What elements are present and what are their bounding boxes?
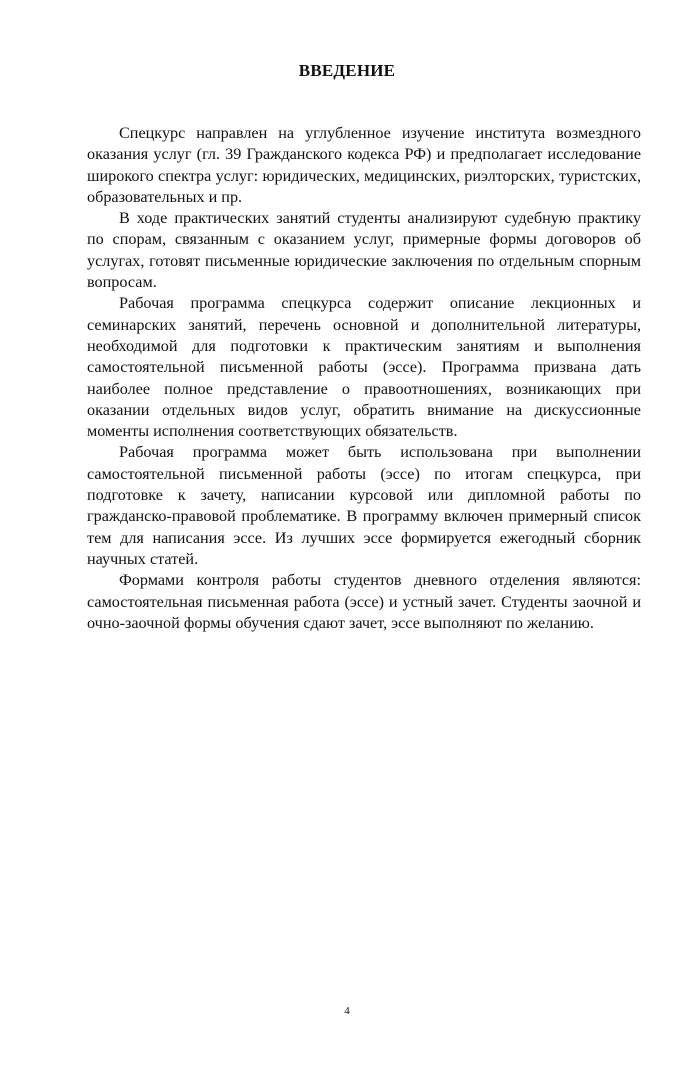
paragraph: Рабочая программа спецкурса содержит описание лекционных и семинарских занятий, перечень основной и дополнительной литературы, необходимой для подготовки к практическим занятиям и выполнения самостоятельной письменной работы (эссе). Программа призвана дать наиболее полное представление о правоотношениях, возникающих при оказании отдельных видов услуг, обратить внимание на дискуссионные моменты исполнения соответствующих обязательств. — [87, 294, 641, 441]
paragraph: В ходе практических занятий студенты анализируют судебную практику по спорам, связанным с оказанием услуг, примерные формы договоров об услугах, готовят письменные юридические заключения по отдельным спорным вопросам. — [87, 209, 641, 292]
page-number: 4 — [344, 1005, 350, 1017]
paragraph: Рабочая программа может быть использована при выполнении самостоятельной письменной работы (эссе) по итогам спецкурса, при подготовке к зачету, написании курсовой или дипломной работы по гражданско-правовой проблематике. В программу включен примерный список тем для написания эссе. Из лучших эссе формируется ежегодный сборник научных статей. — [87, 443, 641, 568]
page-title: ВВЕДЕНИЕ — [298, 61, 396, 80]
paragraph: Спецкурс направлен на углубленное изучение института возмездного оказания услуг (гл. 39 Гражданского кодекса РФ) и предполагает исследование широкого спектра услуг: юридических, медицинских, риэлторских, туристских, образовательных и пр. — [87, 124, 641, 206]
paragraph: Формами контроля работы студентов дневного отделения являются: самостоятельная письменная работа (эссе) и устный зачет. Студенты заочной и очно-заочной формы обучения сдают зачет, эссе выполняют по желанию. — [87, 571, 641, 632]
body-text — [87, 123, 641, 634]
